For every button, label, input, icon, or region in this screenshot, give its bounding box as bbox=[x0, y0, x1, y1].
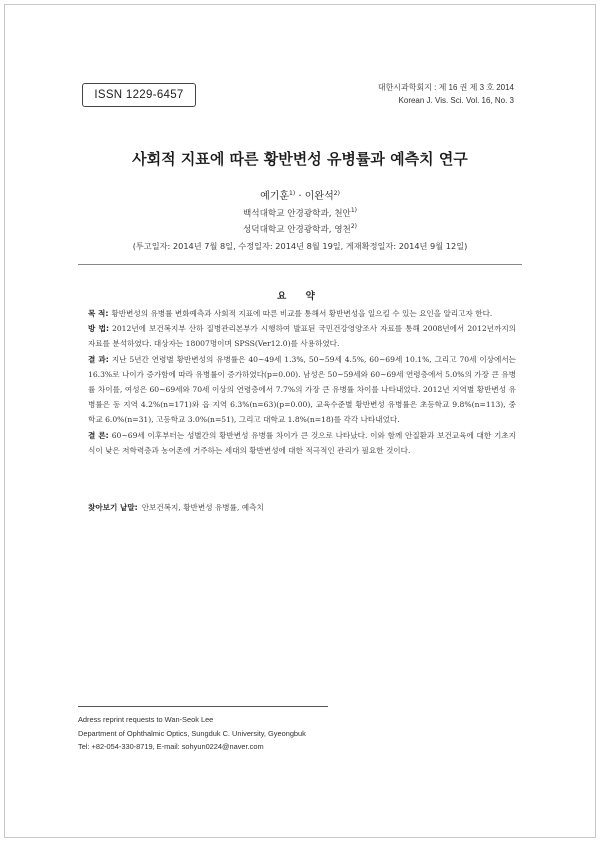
affiliation-text: 백석대학교 안경광학과, 천안 bbox=[243, 209, 351, 219]
paper-title: 사회적 지표에 따른 황반변성 유병률과 예측치 연구 bbox=[132, 150, 468, 168]
abstract-methods-label: 방 법: bbox=[88, 324, 109, 334]
abstract-results bbox=[88, 352, 516, 428]
affiliation-1 bbox=[0, 207, 600, 219]
submission-dates: (투고일자: 2014년 7월 8일, 수정일자: 2014년 8월 19일, 게재확정일자: 2014년 9월 12일) bbox=[132, 241, 468, 251]
author-name: 예기훈 bbox=[260, 191, 290, 202]
affiliation-text: 성덕대학교 안경광학과, 영천 bbox=[243, 225, 351, 235]
affiliation-mark: 1) bbox=[350, 207, 357, 214]
abstract-conclusion-label: 결 론: bbox=[88, 430, 109, 440]
journal-citation-korean: 대한시과학회지 : 제 16 권 제 3 호 2014 bbox=[377, 83, 514, 92]
affiliation-mark: 2) bbox=[350, 223, 357, 230]
abstract-conclusion bbox=[88, 428, 516, 458]
issn-box: ISSN 1229-6457 bbox=[82, 83, 196, 107]
affiliation-mark: 2) bbox=[333, 190, 340, 197]
abstract-methods bbox=[88, 321, 516, 351]
abstract-body bbox=[88, 306, 516, 458]
keywords-label: 찾아보기 낱말: bbox=[88, 503, 138, 512]
affiliation-2 bbox=[0, 223, 600, 235]
journal-citation-english: Korean J. Vis. Sci. Vol. 16, No. 3 bbox=[398, 96, 514, 105]
abstract-purpose bbox=[88, 306, 516, 321]
footnote-line: Tel: +82-054-330-8719, E-mail: sohyun0224@naver.com bbox=[78, 742, 264, 751]
journal-citation bbox=[378, 81, 514, 107]
footnote-divider bbox=[78, 706, 328, 707]
author-list bbox=[0, 187, 600, 202]
affiliation-mark: 1) bbox=[289, 190, 296, 197]
abstract-heading: 요 약 bbox=[277, 291, 323, 302]
author-separator: · bbox=[295, 191, 305, 202]
abstract-purpose-label: 목 적: bbox=[88, 309, 109, 318]
abstract-results-label: 결 과: bbox=[88, 354, 109, 364]
correspondence-footnote bbox=[78, 713, 518, 754]
abstract-purpose-text: 황반변성의 유병률 변화예측과 사회적 지표에 따른 비교를 통해서 황반변성을 일으킬 수 있는 요인을 알리고자 한다. bbox=[111, 309, 493, 318]
header-divider bbox=[78, 264, 522, 265]
author-name: 이완석 bbox=[304, 191, 334, 202]
keywords bbox=[88, 502, 516, 513]
abstract-results-text: 지난 5년간 연령별 황반변성의 유병률은 40~49세 1.3%, 50~59세 4.5%, 60~69세 10.1%, 그리고 70세 이상에서는 16.3%로 나이가 증가함에 따라 유병률이 증가하였다(p=0.00). 남성은 50~59세와 60~69세 연령층에서 5.0%의 가장 큰 유병률 차이를, 여성은 60~69세와 70세 이상의 연령층에서 7.7%의 가장 큰 유병률 차이를 나타내었다. 2012년 지역별 황반변성 유병률은 동 지역 4.2%(n=171)와 읍 지역 6.3%(n=63)(p=0.00), 교육수준별 황반변성 유병률은 초등학교 9.8%(n=113), 중학교 6.0%(n=31), 고등학교 3.0%(n=51), 그리고 대학교 1.8%(n=18)를 각각 나타내었다. bbox=[88, 354, 516, 425]
abstract-methods-text: 2012년에 보건복지부 산하 질병관리본부가 시행하여 발표된 국민건강영양조사 자료를 통해 2008년에서 2012년까지의 자료를 분석하였다. 대상자는 18007명이며 SPSS(Ver12.0)를 사용하였다. bbox=[88, 324, 516, 349]
footnote-line: Department of Ophthalmic Optics, Sungduk C. University, Gyeongbuk bbox=[78, 728, 306, 738]
footnote-line: Adress reprint requests to Wan-Seok Lee bbox=[78, 715, 214, 724]
keywords-text: 안보건복지, 황반변성 유병률, 예측치 bbox=[141, 503, 264, 512]
abstract-conclusion-text: 60~69세 이후부터는 성별간의 황반변성 유병률 차이가 큰 것으로 나타났다. 이와 함께 안질환과 보건교육에 대한 기초지식이 낮은 저학력층과 농어촌에 거주하는 세대의 황반변성에 대한 적극적인 관리가 필요한 것이다. bbox=[88, 430, 517, 455]
